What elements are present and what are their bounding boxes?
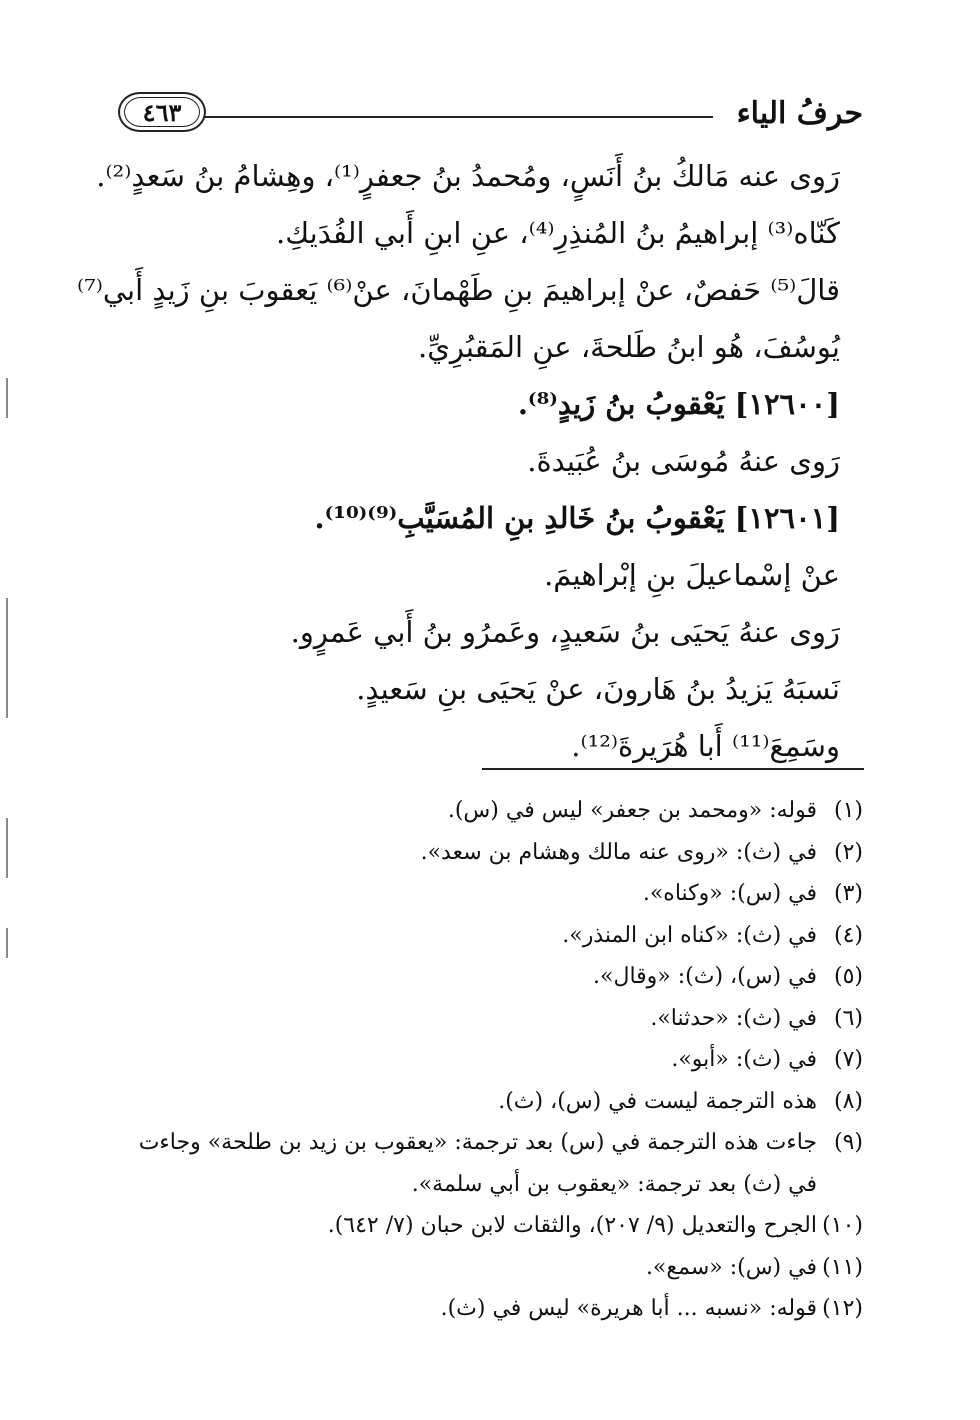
footnote [118,1288,863,1330]
footnotes [118,790,863,1330]
footnote-text: قوله: «ومحمد بن جعفر» ليس في (س). [447,798,817,823]
footnote-text: هذه الترجمة ليست في (س)، (ث). [498,1088,817,1114]
body-line: رَوى عنهُ مُوسَى بنُ عُبَيدةَ. [527,444,840,478]
footnote-number: (١١) [822,1254,863,1280]
footnote [118,1205,863,1247]
footnote-number: (٩) [833,1130,863,1155]
body-line: وسَمِعَ⁽¹¹⁾ أَبا هُرَيرةَ⁽¹²⁾. [571,729,840,763]
running-title: حرفُ الياء [736,96,863,131]
scan-edge-mark [6,598,8,718]
body-line: قالَ⁽⁵⁾ حَفصٌ، عنْ إبراهيمَ بنِ طَهْمانَ، عنْ⁽⁶⁾ يَعقوبَ بنِ زَيدٍ أَبي⁽⁷⁾ [76,273,840,307]
footnote-number: (٦) [833,1005,863,1031]
body-line: رَوى عنه مَالكُ بنُ أَنَسٍ، ومُحمدُ بنُ جعفرٍ⁽¹⁾، وهِشامُ بنُ سَعدٍ⁽²⁾. [96,159,840,193]
entry-heading: [١٢٦٠١] يَعْقوبُ بنُ خَالدِ بنِ المُسَيَّبِ⁽⁹⁾⁽¹⁰⁾. [314,501,840,535]
footnote-number: (١٢) [822,1296,863,1321]
footnote [118,1039,863,1081]
footnote-text: في (ث): «أبو». [671,1047,817,1072]
page-header [118,88,863,138]
footnote-number: (٤) [833,922,863,948]
footnote [118,915,863,957]
body-line: رَوى عنهُ يَحيَى بنُ سَعيدٍ، وعَمرُو بنُ أَبي عَمرٍو. [290,615,840,649]
footnote-text: في (س): «وكناه». [642,881,817,906]
entry-heading: [١٢٦٠٠] يَعْقوبُ بنُ زَيدٍ⁽⁸⁾. [517,387,840,421]
scan-edge-mark [6,818,8,878]
footnote-text: قوله: «نسبه ... أبا هريرة» ليس في (ث). [440,1296,817,1321]
scan-edge-mark [6,378,8,418]
footnote-text: في (س)، (ث): «وقال». [593,964,817,989]
footnote-text: في (ث): «كناه ابن المنذر». [562,922,817,948]
footnote-separator [482,768,864,770]
header-rule [188,116,713,118]
footnote-number: (٧) [833,1047,863,1072]
footnote-number: (٥) [833,964,863,989]
footnote [118,1081,863,1123]
main-text [76,148,840,775]
footnote-number: (٨) [833,1088,863,1114]
footnote-number: (١٠) [822,1213,863,1238]
footnote [118,832,863,874]
body-line: يُوسُفَ، هُو ابنُ طَلحةَ، عنِ المَقبُرِيِّ. [418,330,840,364]
body-line: نَسبَهُ يَزيدُ بنُ هَارونَ، عنْ يَحيَى بنِ سَعيدٍ. [356,672,840,706]
footnote-text: في (ث): «حدثنا». [650,1005,817,1031]
footnote-text: في (ث): «روى عنه مالك وهشام بن سعد». [420,839,817,865]
footnote-text: جاءت هذه الترجمة في (س) بعد ترجمة: «يعقوب بن زيد بن طلحة» وجاءت في (ث) بعد ترجمة: «يعقوب بن أبي سلمة». [138,1130,817,1197]
footnote [118,873,863,915]
page-number-ornament [118,92,206,132]
scan-edge-mark [6,928,8,958]
page-number: ٤٦٣ [142,97,182,127]
footnote [118,1122,863,1205]
footnote-number: (٣) [833,881,863,906]
footnote-text: الجرح والتعديل (٩/ ٢٠٧)، والثقات لابن حبان (٧/ ٦٤٢). [327,1213,817,1238]
body-line: كَنّاه⁽³⁾ إبراهيمُ بنُ المُنذِرِ⁽⁴⁾، عنِ ابنِ أَبي الفُدَيكِ. [276,216,840,250]
footnote [118,956,863,998]
footnote [118,998,863,1040]
footnote-text: في (س): «سمع». [645,1254,817,1280]
footnote [118,1247,863,1289]
footnote [118,790,863,832]
body-line: عنْ إسْماعيلَ بنِ إبْراهيمَ. [544,558,840,592]
footnote-number: (١) [833,798,863,823]
footnote-number: (٢) [833,839,863,865]
